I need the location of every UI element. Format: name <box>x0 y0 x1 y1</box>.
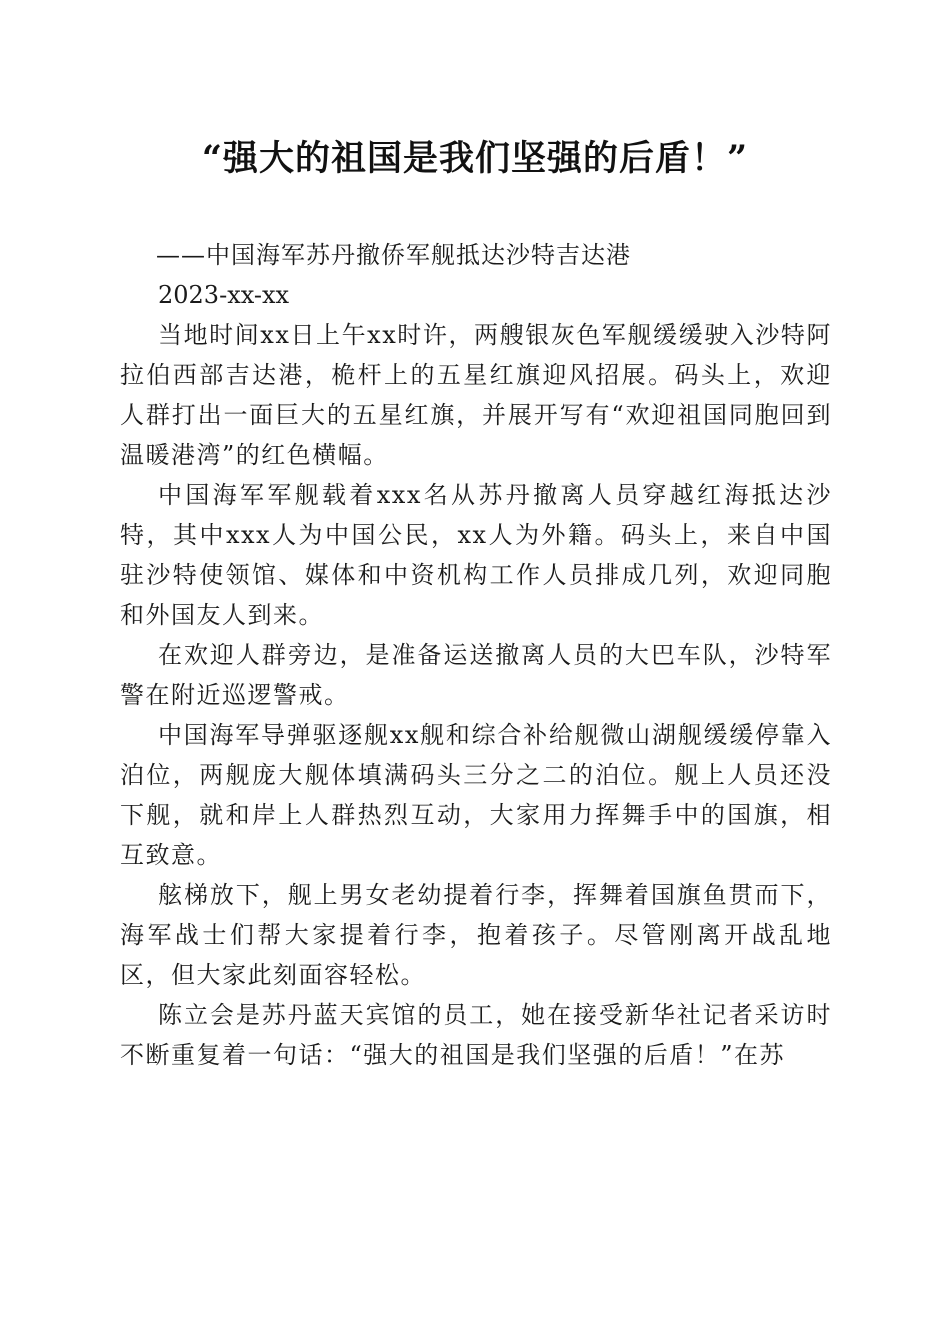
paragraph-5: 舷梯放下，舰上男女老幼提着行李，挥舞着国旗鱼贯而下，海军战士们帮大家提着行李，抱着孩子。尽管刚离开战乱地区，但大家此刻面容轻松。 <box>120 881 832 989</box>
paragraph-2: 中国海军军舰载着xxx名从苏丹撤离人员穿越红海抵达沙特，其中xxx人为中国公民，xx人为外籍。码头上，来自中国驻沙特使领馆、媒体和中资机构工作人员排成几列，欢迎同胞和外国友人到来。 <box>120 481 832 629</box>
article-body <box>120 235 832 1075</box>
paragraph-1: 当地时间xx日上午xx时许，两艘银灰色军舰缓缓驶入沙特阿拉伯西部吉达港，桅杆上的五星红旗迎风招展。码头上，欢迎人群打出一面巨大的五星红旗，并展开写有“欢迎祖国同胞回到温暖港湾”的红色横幅。 <box>120 321 832 469</box>
paragraph-6: 陈立会是苏丹蓝天宾馆的员工，她在接受新华社记者采访时不断重复着一句话：“强大的祖国是我们坚强的后盾！”在苏 <box>120 1001 832 1069</box>
paragraph-4: 中国海军导弹驱逐舰xx舰和综合补给舰微山湖舰缓缓停靠入泊位，两舰庞大舰体填满码头三分之二的泊位。舰上人员还没下舰，就和岸上人群热烈互动，大家用力挥舞手中的国旗，相互致意。 <box>120 721 832 869</box>
paragraph-3: 在欢迎人群旁边，是准备运送撤离人员的大巴车队，沙特军警在附近巡逻警戒。 <box>120 641 832 709</box>
article-subtitle: ——中国海军苏丹撤侨军舰抵达沙特吉达港 <box>156 241 631 269</box>
article-date: 2023-xx-xx <box>158 281 290 309</box>
article-title: “强大的祖国是我们坚强的后盾！” <box>201 138 749 179</box>
